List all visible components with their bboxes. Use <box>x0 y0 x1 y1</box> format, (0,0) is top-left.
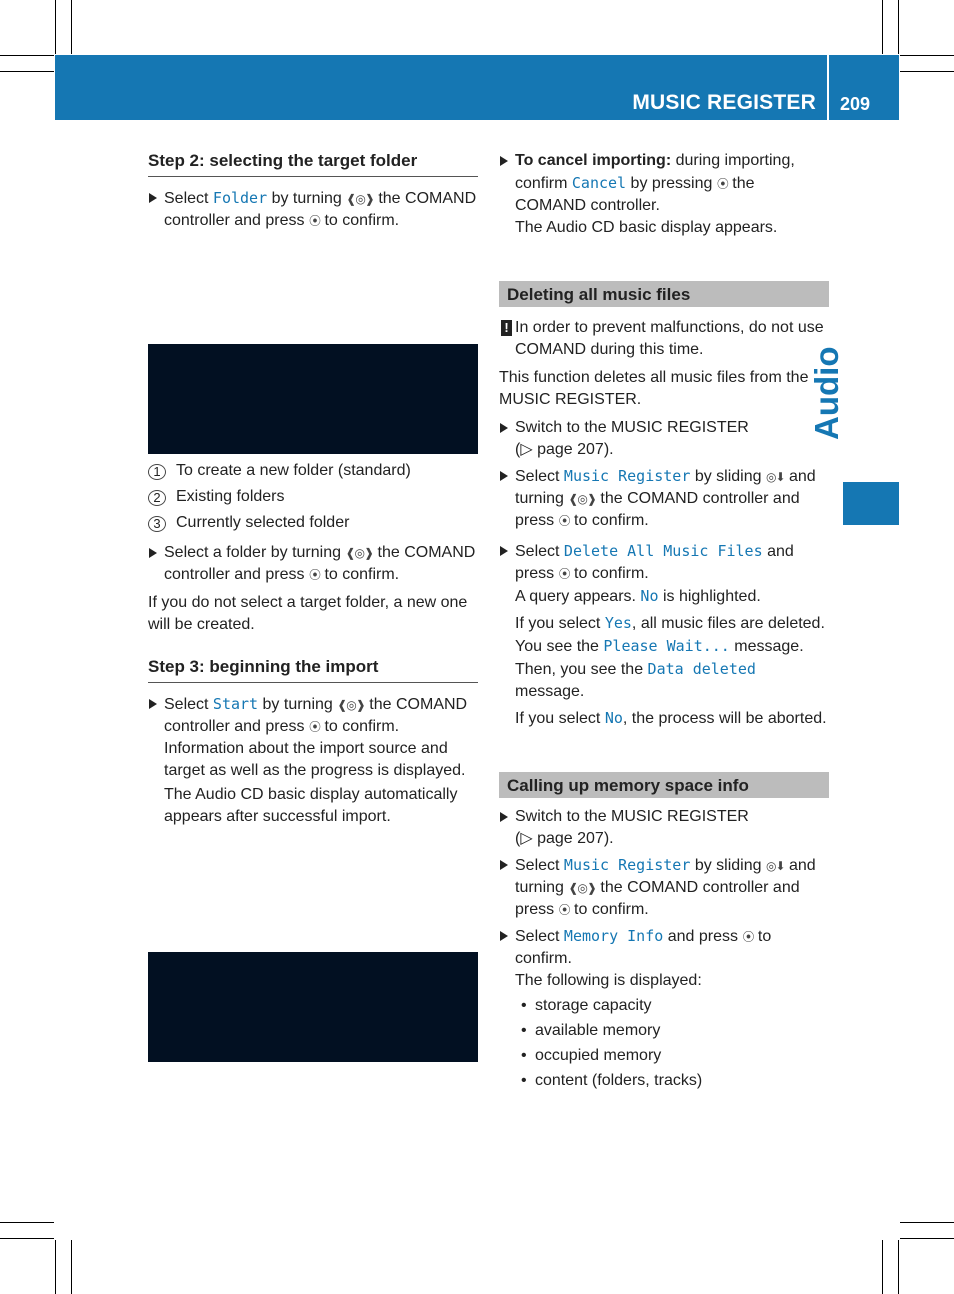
rotary-turn-icon: ❰◎❱ <box>568 492 596 506</box>
press-icon: ⦿ <box>742 930 754 944</box>
step3-instruction-start <box>148 693 478 738</box>
text: and press <box>667 928 738 945</box>
chapter-tab-label: Audio <box>808 346 845 440</box>
crop-mark <box>0 1222 54 1223</box>
text: Select <box>515 928 560 945</box>
query-note <box>499 585 829 608</box>
text: by sliding <box>694 857 762 874</box>
crop-mark <box>71 1240 72 1294</box>
warning-icon: ! <box>501 320 512 336</box>
text: message. <box>515 683 585 700</box>
cancel-instruction <box>499 150 829 217</box>
page-reference: (▷ page 207). <box>515 441 614 458</box>
legend-item <box>148 486 478 508</box>
text: and turning <box>515 468 816 507</box>
text: Select <box>515 543 560 560</box>
rotary-turn-icon: ❰◎❱ <box>337 698 365 712</box>
option-no: No <box>640 587 659 605</box>
section-heading-memory: Calling up memory space info <box>499 772 829 798</box>
page-number: 209 <box>840 94 871 114</box>
legend-text: To create a new folder (standard) <box>176 462 411 479</box>
crop-mark <box>0 55 54 56</box>
chapter-tab <box>843 482 899 525</box>
crop-mark <box>0 71 54 72</box>
cancel-result: The Audio CD basic display appears. <box>515 219 778 236</box>
crop-mark <box>0 1238 54 1239</box>
legend-number: 1 <box>148 464 166 480</box>
crop-mark <box>900 71 954 72</box>
menu-item-music-register: Music Register <box>563 856 691 874</box>
legend-number: 2 <box>148 490 166 506</box>
memory-step-switch <box>499 806 829 850</box>
text: the COMAND controller and press <box>164 544 476 583</box>
delete-step-select-delete <box>499 540 829 585</box>
text: In order to prevent malfunctions, do not use COMAND during this time. <box>515 319 824 358</box>
text: during importing, confirm <box>515 152 795 192</box>
list-item: • available memory <box>515 1020 829 1042</box>
screenshot-spacer <box>148 828 478 952</box>
crop-mark <box>900 1222 954 1223</box>
text: Select <box>164 696 209 713</box>
legend-text: Currently selected folder <box>176 514 350 531</box>
menu-item-start: Start <box>212 695 259 713</box>
rotary-turn-icon: ❰◎❱ <box>568 881 596 895</box>
crop-mark <box>882 1240 883 1294</box>
step2-instruction-folder <box>148 187 478 232</box>
legend-item <box>148 460 478 482</box>
text: is highlighted. <box>662 588 761 605</box>
crop-mark <box>900 1238 954 1239</box>
crop-mark <box>55 1240 56 1294</box>
menu-item-cancel: Cancel <box>571 174 627 192</box>
screenshot-spacer <box>148 232 478 344</box>
list-item: • storage capacity <box>515 995 829 1017</box>
text: Switch to the MUSIC REGISTER <box>515 808 749 825</box>
warning-note <box>499 317 829 361</box>
step3-info: The Audio CD basic display automatically appears after successful import. <box>164 786 458 825</box>
list-item: • content (folders, tracks) <box>515 1070 829 1092</box>
text: to confirm. <box>574 565 649 582</box>
text: the COMAND controller. <box>515 175 755 214</box>
text: the COMAND controller and press <box>164 696 468 735</box>
text: to confirm. <box>574 512 649 529</box>
text: If you select <box>515 710 601 727</box>
slide-down-icon: ◎⬇ <box>765 859 785 873</box>
text: to confirm. <box>324 566 400 583</box>
memory-displayed-note: The following is displayed: <box>515 972 702 989</box>
crop-mark <box>898 0 899 54</box>
text: , the process will be aborted. <box>622 710 827 727</box>
press-icon: ⦿ <box>558 567 570 581</box>
comand-display-screenshot <box>148 952 478 1062</box>
text: and turning <box>515 857 816 896</box>
list-item: • occupied memory <box>515 1045 829 1067</box>
menu-item-music-register: Music Register <box>563 467 691 485</box>
text: by turning <box>262 696 333 713</box>
crop-mark <box>882 0 883 54</box>
step3-info: Information about the import source and target as well as the progress is displayed. <box>164 740 466 779</box>
slide-down-icon: ◎⬇ <box>765 470 785 484</box>
right-column <box>499 150 829 1092</box>
text: to confirm. <box>324 212 400 229</box>
section-heading-delete: Deleting all music files <box>499 281 829 307</box>
text: by sliding <box>694 468 762 485</box>
step3-heading: Step 3: beginning the import <box>148 656 478 683</box>
step2-instruction-select-folder <box>148 542 478 586</box>
text: to confirm. <box>324 718 400 735</box>
text: the COMAND controller and press <box>164 190 477 229</box>
legend-number: 3 <box>148 516 166 532</box>
text: by pressing <box>630 175 713 192</box>
press-icon: ⦿ <box>308 720 320 734</box>
option-yes: Yes <box>604 614 632 632</box>
page-header <box>55 55 899 120</box>
text: A query appears. <box>515 588 636 605</box>
menu-item-folder: Folder <box>212 189 268 207</box>
text: the COMAND controller and press <box>515 879 800 918</box>
crop-mark <box>71 0 72 54</box>
menu-item-memory-info: Memory Info <box>563 927 664 945</box>
option-no: No <box>604 709 623 727</box>
rotary-turn-icon: ❰◎❱ <box>346 192 374 206</box>
text: Switch to the MUSIC REGISTER <box>515 419 749 436</box>
no-note <box>499 707 829 730</box>
menu-item-delete-all: Delete All Music Files <box>563 542 763 560</box>
text: Select a folder by turning <box>164 544 341 561</box>
crop-mark <box>900 55 954 56</box>
text: message. Then, you see the <box>515 638 804 678</box>
left-column <box>148 150 478 1062</box>
memory-step-select-info <box>499 925 829 970</box>
text: to confirm. <box>515 928 772 967</box>
press-icon: ⦿ <box>308 214 320 228</box>
text: the COMAND controller and press <box>515 490 800 529</box>
delete-step-select-register <box>499 465 829 532</box>
memory-step-select-register <box>499 854 829 921</box>
rotary-turn-icon: ❰◎❱ <box>345 546 374 560</box>
press-icon: ⦿ <box>308 568 320 582</box>
press-icon: ⦿ <box>558 903 570 917</box>
text: to confirm. <box>574 901 649 918</box>
text: , all music files are deleted. You see the <box>515 615 825 655</box>
step2-heading: Step 2: selecting the target folder <box>148 150 478 177</box>
message-data-deleted: Data deleted <box>647 660 756 678</box>
delete-description: This function deletes all music files from the MUSIC REGISTER. <box>499 369 809 408</box>
yes-note <box>499 612 829 703</box>
text: Select <box>515 857 560 874</box>
delete-step-switch <box>499 417 829 461</box>
crop-mark <box>55 0 56 54</box>
page-reference: (▷ page 207). <box>515 830 614 847</box>
section-title: MUSIC REGISTER <box>632 91 816 114</box>
press-icon: ⦿ <box>558 514 570 528</box>
press-icon: ⦿ <box>716 177 728 191</box>
crop-mark <box>898 1240 899 1294</box>
text: by turning <box>271 190 342 207</box>
header-divider <box>827 55 829 120</box>
text: Select <box>515 468 560 485</box>
text: To cancel importing: <box>515 152 672 169</box>
text: If you select <box>515 615 601 632</box>
step2-note: If you do not select a target folder, a new one will be created. <box>148 594 468 633</box>
text: and press <box>515 543 794 582</box>
comand-display-screenshot <box>148 344 478 454</box>
legend-item <box>148 512 478 534</box>
text: Select <box>164 190 209 207</box>
message-please-wait: Please Wait... <box>603 637 730 655</box>
legend-text: Existing folders <box>176 488 285 505</box>
